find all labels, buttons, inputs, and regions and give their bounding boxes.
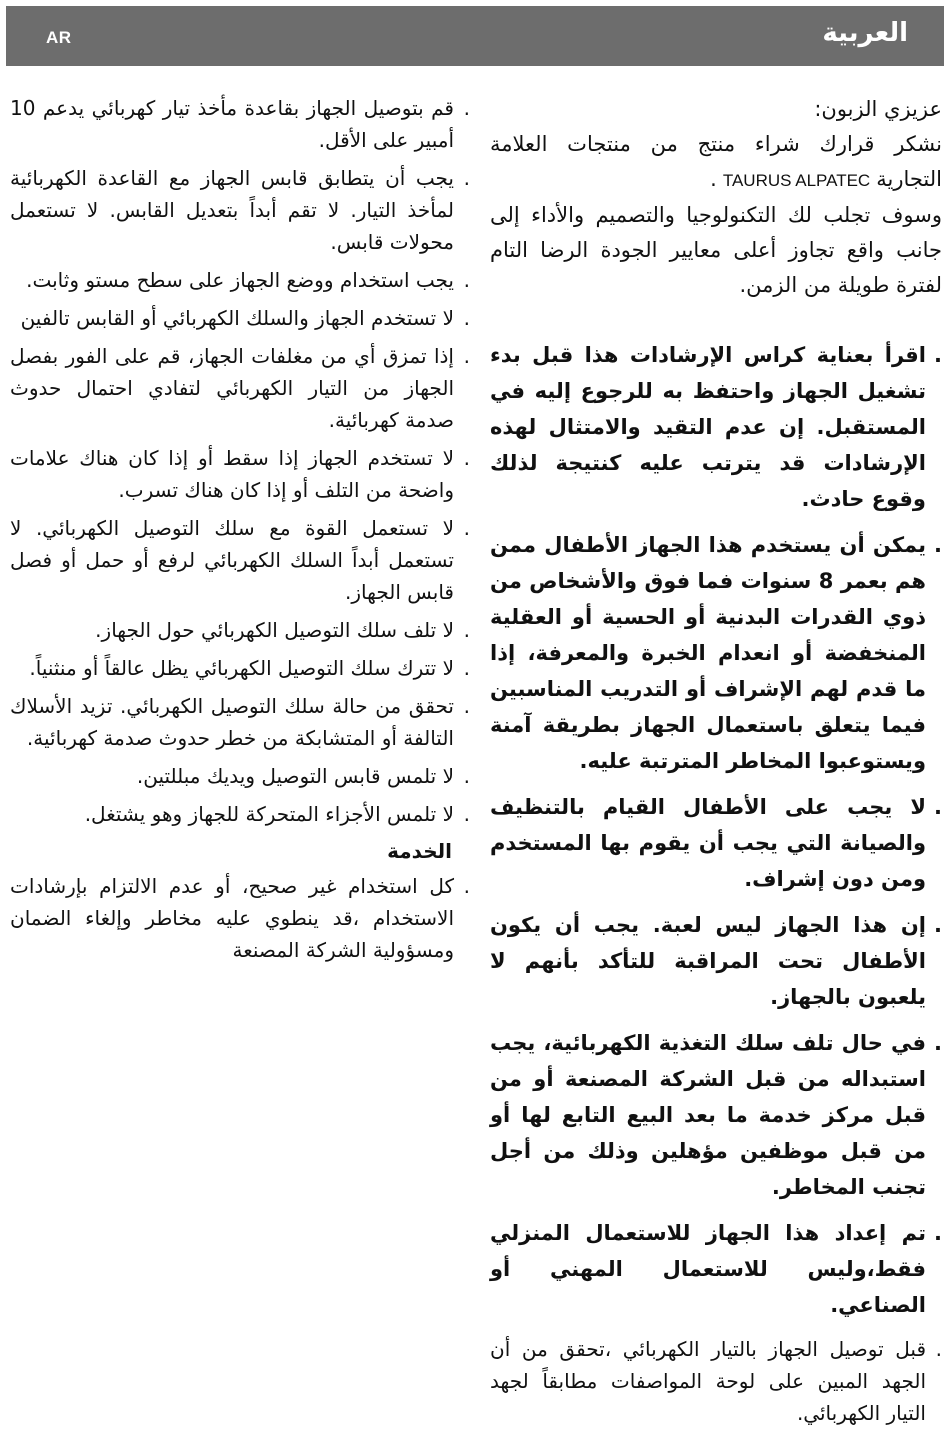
left-plain-list xyxy=(10,92,470,830)
greeting: عزيزي الزبون: xyxy=(814,97,942,121)
list-item: . يجب أن يتطابق قابس الجهاز مع القاعدة الكهربائية لمأخذ التيار. لا تقم أبداً بتعديل القابس. لا تستعمل محولات قابس. xyxy=(10,162,470,258)
list-item: . لا تستعمل القوة مع سلك التوصيل الكهربائي. لا تستعمل أبداً السلك الكهربائي لرفع أو حمل أو فصل قابس الجهاز. xyxy=(10,512,470,608)
list-item: . تحقق من حالة سلك التوصيل الكهربائي. تزيد الأسلاك التالفة أو المتشابكة من خطر حدوث صدمة كهربائية. xyxy=(10,690,470,754)
list-item: . لا تلمس قابس التوصيل ويديك مبللتين. xyxy=(10,760,470,792)
service-list xyxy=(10,870,470,966)
right-plain-list xyxy=(490,1333,942,1429)
service-heading: الخدمة xyxy=(387,839,452,863)
list-item: . لا يجب على الأطفال القيام بالتنظيف والصيانة التي يجب أن يقوم بها المستخدم ومن دون إشراف. xyxy=(490,789,942,897)
list-item: . لا تلف سلك التوصيل الكهربائي حول الجهاز. xyxy=(10,614,470,646)
right-column xyxy=(490,92,942,1435)
list-item: . إن هذا الجهاز ليس لعبة. يجب أن يكون الأطفال تحت المراقبة للتأكد بأنهم لا يلعبون بالجهاز. xyxy=(490,907,942,1015)
intro-section xyxy=(490,92,942,303)
list-item: . في حال تلف سلك التغذية الكهربائية، يجب استبداله من قبل الشركة المصنعة أو من قبل مركز خدمة ما بعد البيع التابع لها أو من قبل موظفين مؤهلين وذلك من أجل تجنب المخاطر. xyxy=(490,1025,942,1205)
list-item: . يجب استخدام ووضع الجهاز على سطح مستو وثابت. xyxy=(10,264,470,296)
list-item: . إذا تمزق أي من مغلفات الجهاز، قم على الفور بفصل الجهاز من التيار الكهربائي لتفادي احتمال حدوث صدمة كهربائية. xyxy=(10,340,470,436)
list-item: . تم إعداد هذا الجهاز للاستعمال المنزلي فقط،وليس للاستعمال المهني أو الصناعي. xyxy=(490,1215,942,1323)
list-item: . لا تستخدم الجهاز والسلك الكهربائي أو القابس تالفين xyxy=(10,302,470,334)
list-item: . كل استخدام غير صحيح، أو عدم الالتزام بإرشادات الاستخدام ،قد ينطوي عليه مخاطر وإلغاء الضمان ومسؤولية الشركة المصنعة xyxy=(10,870,470,966)
list-item: . لا تستخدم الجهاز إذا سقط أو إذا كان هناك علامات واضحة من التلف أو إذا كان هناك تسرب. xyxy=(10,442,470,506)
promise-paragraph: وسوف تجلب لك التكنولوجيا والتصميم والأداء إلى جانب واقع تجاوز أعلى معايير الجودة الرضا التام لفترة طويلة من الزمن. xyxy=(490,203,942,297)
language-code: AR xyxy=(46,28,72,47)
left-column xyxy=(10,92,470,972)
language-header xyxy=(6,6,944,66)
list-item: . قم بتوصيل الجهاز بقاعدة مأخذ تيار كهربائي يدعم 10 أمبير على الأقل. xyxy=(10,92,470,156)
list-item: . يمكن أن يستخدم هذا الجهاز الأطفال ممن هم بعمر 8 سنوات فما فوق والأشخاص من ذوي القدرات البدنية أو الحسية أو العقلية المنخفضة أو انعدام الخبرة والمعرفة، إذا ما قدم لهم الإشراف أو التدريب المناسبين فيما يتعلق باستعمال الجهاز بطريقة آمنة ويستوعبوا المخاطر المترتبة عليه. xyxy=(490,527,942,779)
thanks-end: . xyxy=(710,167,717,191)
safety-warnings-list xyxy=(490,337,942,1323)
list-item: . لا تترك سلك التوصيل الكهربائي يظل عالقاً أو منثنياً. xyxy=(10,652,470,684)
list-item: . قبل توصيل الجهاز بالتيار الكهربائي ،تحقق من أن الجهد المبين على لوحة المواصفات مطابقاً لجهد التيار الكهربائي. xyxy=(490,1333,942,1429)
brand-name: TAURUS ALPATEC xyxy=(722,171,871,190)
list-item: . اقرأ بعناية كراس الإرشادات هذا قبل بدء تشغيل الجهاز واحتفظ به للرجوع إليه في المستقبل. إن عدم التقيد والامتثال لهذه الإرشادات قد يترتب عليه كنتيجة لذلك وقوع حادث. xyxy=(490,337,942,517)
thanks-paragraph xyxy=(490,127,942,198)
language-title: العربية xyxy=(822,18,908,48)
list-item: . لا تلمس الأجزاء المتحركة للجهاز وهو يشتغل. xyxy=(10,798,470,830)
thanks-text: نشكر قرارك شراء منتج من منتجات العلامة التجارية xyxy=(490,132,942,191)
